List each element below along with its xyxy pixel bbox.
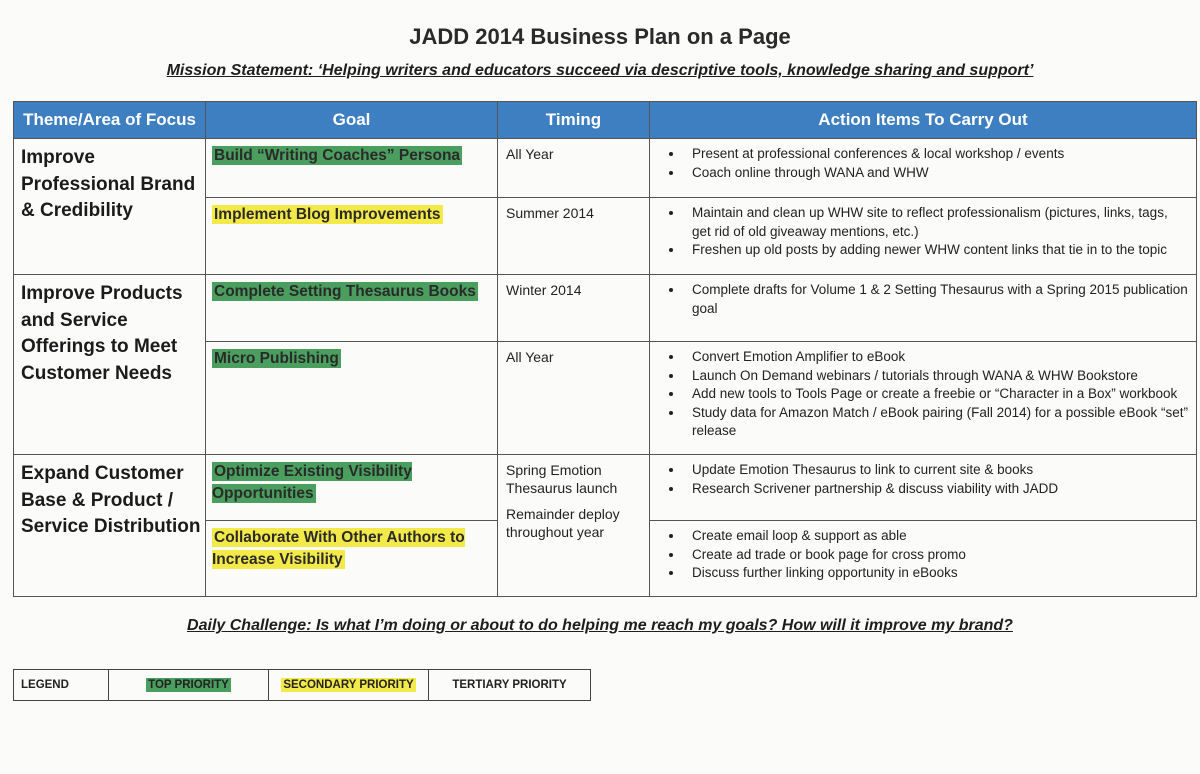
goal-cell [206, 275, 498, 342]
goal-cell [206, 139, 498, 198]
goal-label: Micro Publishing [214, 350, 339, 367]
mission-statement: Mission Statement: ‘Helping writers and educators succeed via descriptive tools, knowledge sharing and support’ [166, 62, 1034, 79]
legend-tertiary-priority-label: TERTIARY PRIORITY [452, 679, 567, 691]
table-header-row [14, 102, 1197, 139]
timing-line: Remainder deploy throughout year [506, 506, 620, 540]
goal-label: Collaborate With Other Authors to Increase Visibility [212, 529, 465, 568]
goal-cell [206, 521, 498, 597]
action-item: • Update Emotion Thesaurus to link to current site & books [684, 461, 1190, 480]
header-timing: Timing [498, 102, 650, 139]
timing-cell: All Year [498, 139, 650, 198]
action-item: • Research Scrivener partnership & discuss viability with JADD [684, 480, 1190, 499]
actions-cell [650, 455, 1197, 521]
header-actions: Action Items To Carry Out [650, 102, 1197, 139]
legend-tertiary-priority [429, 670, 591, 701]
actions-cell [650, 198, 1197, 275]
table-row [14, 455, 1197, 521]
theme-cell: Improve Products and Service Offerings to Meet Customer Needs [14, 275, 206, 455]
action-item: • Coach online through WANA and WHW [684, 164, 1190, 183]
legend-secondary-priority [269, 670, 429, 701]
business-plan-table [13, 101, 1197, 597]
action-item: • Discuss further linking opportunity in eBooks [684, 564, 1190, 583]
timing-cell: Summer 2014 [498, 198, 650, 275]
action-item: • Create email loop & support as able [684, 527, 1190, 546]
action-item: • Complete drafts for Volume 1 & 2 Setting Thesaurus with a Spring 2015 publication goal [684, 281, 1190, 318]
priority-legend [13, 669, 591, 701]
header-theme: Theme/Area of Focus [14, 102, 206, 139]
goal-cell [206, 455, 498, 521]
goal-label: Complete Setting Thesaurus Books [214, 283, 476, 300]
action-item: • Add new tools to Tools Page or create a freebie or “Character in a Box” workbook [684, 385, 1190, 404]
theme-cell: Expand Customer Base & Product / Service Distribution [14, 455, 206, 597]
action-item: • Maintain and clean up WHW site to reflect professionalism (pictures, links, tags, get rid of old giveaway mentions, etc.) [684, 204, 1190, 241]
theme-cell: Improve Professional Brand & Credibility [14, 139, 206, 275]
page-title: JADD 2014 Business Plan on a Page [409, 24, 791, 49]
timing-line: Spring Emotion Thesaurus launch [506, 462, 618, 496]
action-item: • Launch On Demand webinars / tutorials through WANA & WHW Bookstore [684, 367, 1190, 386]
timing-cell: Winter 2014 [498, 275, 650, 342]
legend-top-priority [109, 670, 269, 701]
actions-cell [650, 275, 1197, 342]
timing-cell [498, 455, 650, 597]
legend-label: LEGEND [14, 670, 109, 701]
goal-cell [206, 342, 498, 455]
timing-cell: All Year [498, 342, 650, 455]
daily-challenge: Daily Challenge: Is what I’m doing or about to do helping me reach my goals? How will it improve my brand? [187, 617, 1013, 634]
action-item: • Study data for Amazon Match / eBook pairing (Fall 2014) for a possible eBook “set” release [684, 404, 1190, 441]
legend-secondary-priority-label: SECONDARY PRIORITY [283, 679, 414, 691]
actions-cell [650, 521, 1197, 597]
goal-label: Build “Writing Coaches” Persona [214, 147, 461, 164]
header-goal: Goal [206, 102, 498, 139]
action-item: • Convert Emotion Amplifier to eBook [684, 348, 1190, 367]
actions-cell [650, 139, 1197, 198]
action-item: • Create ad trade or book page for cross promo [684, 546, 1190, 565]
action-item: • Freshen up old posts by adding newer WHW content links that tie in to the topic [684, 241, 1190, 260]
goal-label: Optimize Existing Visibility Opportunities [212, 463, 412, 502]
action-item: • Present at professional conferences & local workshop / events [684, 145, 1190, 164]
goal-cell [206, 198, 498, 275]
actions-cell [650, 342, 1197, 455]
goal-label: Implement Blog Improvements [214, 206, 441, 223]
table-row [14, 275, 1197, 342]
table-row [14, 139, 1197, 198]
legend-top-priority-label: TOP PRIORITY [148, 679, 229, 691]
